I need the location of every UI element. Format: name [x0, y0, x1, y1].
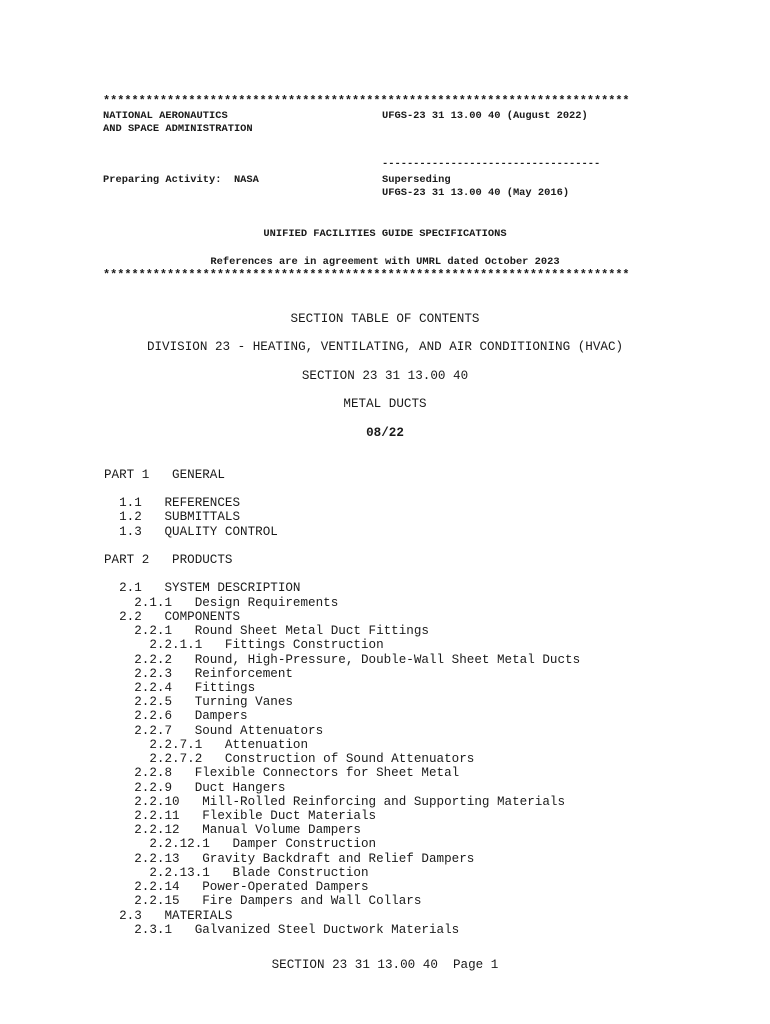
- guide-title: UNIFIED FACILITIES GUIDE SPECIFICATIONS: [263, 228, 507, 240]
- toc-title: SECTION TABLE OF CONTENTS: [290, 312, 480, 326]
- toc-entry: 2.2.11 Flexible Duct Materials: [104, 809, 377, 823]
- section-date: 08/22: [366, 426, 404, 440]
- toc-entry: 2.2.13 Gravity Backdraft and Relief Dampers: [104, 852, 475, 866]
- bottom-star-rule: **************************************************************************: [103, 268, 630, 282]
- toc-entry: 2.2.14 Power-Operated Dampers: [104, 880, 369, 894]
- toc-entry: 2.2.7.2 Construction of Sound Attenuators: [104, 752, 475, 766]
- toc-entry: 2.2.1 Round Sheet Metal Duct Fittings: [104, 624, 429, 638]
- toc-entry: 1.3 QUALITY CONTROL: [104, 525, 278, 539]
- toc-entry: 2.2.10 Mill-Rolled Reinforcing and Supporting Materials: [104, 795, 566, 809]
- section-number: SECTION 23 31 13.00 40: [301, 369, 469, 383]
- toc-entry: 1.2 SUBMITTALS: [104, 510, 241, 524]
- toc-entry: 2.2.7.1 Attenuation: [104, 738, 309, 752]
- toc-entry: 2.3 MATERIALS: [104, 909, 233, 923]
- org-name-line2: AND SPACE ADMINISTRATION: [103, 123, 253, 135]
- toc-entry: 2.2.1.1 Fittings Construction: [104, 638, 384, 652]
- toc-entry: 2.2.2 Round, High-Pressure, Double-Wall Sheet Metal Ducts: [104, 653, 581, 667]
- toc-entry: 2.2.15 Fire Dampers and Wall Collars: [104, 894, 422, 908]
- toc-entry: 2.2.9 Duct Hangers: [104, 781, 286, 795]
- toc-entry: 2.2.12.1 Damper Construction: [104, 837, 377, 851]
- dash-rule: -----------------------------------: [382, 158, 601, 170]
- org-name-line1: NATIONAL AERONAUTICS: [103, 110, 228, 122]
- preparing-activity: Preparing Activity: NASA: [103, 174, 259, 186]
- ufgs-superseded-id: UFGS-23 31 13.00 40 (May 2016): [382, 187, 570, 199]
- toc-entry: 2.2.5 Turning Vanes: [104, 695, 293, 709]
- superseding-label: Superseding: [382, 174, 451, 186]
- top-star-rule: **************************************************************************: [103, 94, 630, 108]
- toc-entry: 2.2.3 Reinforcement: [104, 667, 293, 681]
- toc-entry: 2.1 SYSTEM DESCRIPTION: [104, 581, 301, 595]
- ufgs-current-id: UFGS-23 31 13.00 40 (August 2022): [382, 110, 588, 122]
- page-footer: SECTION 23 31 13.00 40 Page 1: [271, 958, 499, 972]
- references-note: References are in agreement with UMRL dated October 2023: [210, 256, 560, 268]
- toc-entry: 2.2.8 Flexible Connectors for Sheet Metal: [104, 766, 460, 780]
- section-subject: METAL DUCTS: [343, 397, 427, 411]
- toc-entry: 2.2.13.1 Blade Construction: [104, 866, 369, 880]
- toc-entry: 2.2.6 Dampers: [104, 709, 248, 723]
- toc-entry: 2.2.7 Sound Attenuators: [104, 724, 324, 738]
- toc-entry: 1.1 REFERENCES: [104, 496, 241, 510]
- toc-entry: 2.3.1 Galvanized Steel Ductwork Materials: [104, 923, 460, 937]
- toc-entry: 2.1.1 Design Requirements: [104, 596, 339, 610]
- division-title: DIVISION 23 - HEATING, VENTILATING, AND AIR CONDITIONING (HVAC): [146, 340, 624, 354]
- toc-entry: 2.2 COMPONENTS: [104, 610, 241, 624]
- toc-entry: 2.2.4 Fittings: [104, 681, 256, 695]
- toc-entry: 2.2.12 Manual Volume Dampers: [104, 823, 361, 837]
- toc-entry: PART 2 PRODUCTS: [104, 553, 233, 567]
- toc-entry: PART 1 GENERAL: [104, 468, 225, 482]
